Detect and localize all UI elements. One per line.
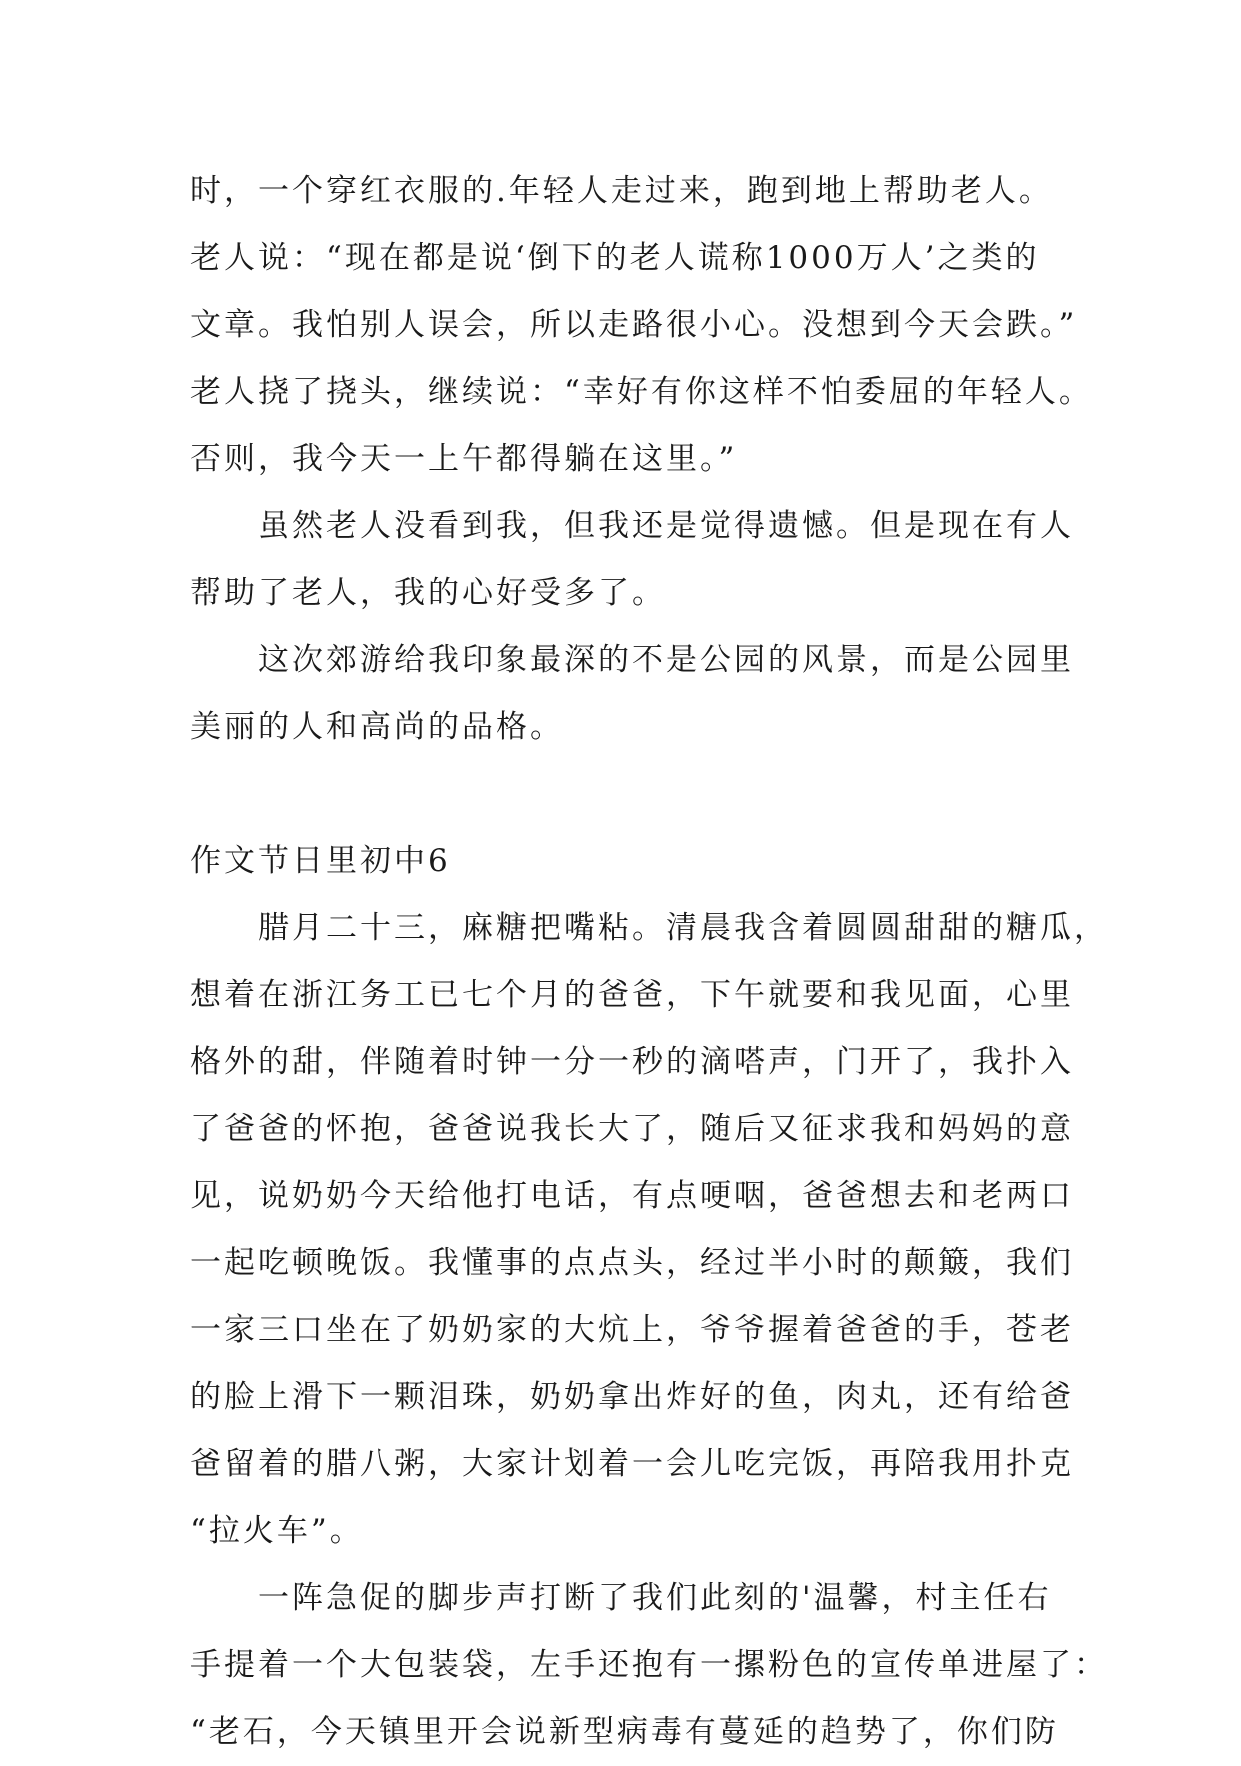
text-line: 文章。我怕别人误会，所以走路很小心。没想到今天会跌。” [190, 307, 1078, 343]
text-line: 手提着一个大包装袋，左手还抱有一摞粉色的宣传单进屋了： [190, 1647, 1108, 1683]
section-heading: 作文节日里初中6 [190, 843, 451, 879]
text-line: 一起吃顿晚饭。我懂事的点点头，经过半小时的颠簸，我们 [190, 1245, 1074, 1281]
text-line: 格外的甜，伴随着时钟一分一秒的滴嗒声，门开了，我扑入 [190, 1044, 1074, 1080]
text-line: “拉火车”。 [190, 1513, 364, 1549]
text-line: 这次郊游给我印象最深的不是公园的风景，而是公园里 [258, 642, 1074, 678]
text-line: 一阵急促的脚步声打断了我们此刻的'温馨，村主任右 [258, 1580, 1052, 1616]
paragraph-gap [190, 761, 1065, 828]
text-line: 美丽的人和高尚的品格。 [190, 709, 564, 745]
text-line: 想着在浙江务工已七个月的爸爸，下午就要和我见面，心里 [190, 977, 1074, 1013]
text-line: 老人说：“现在都是说‘倒下的老人谎称1000万人’之类的 [190, 240, 1040, 276]
text-line: 虽然老人没看到我，但我还是觉得遗憾。但是现在有人 [258, 508, 1074, 544]
text-line: 时，一个穿红衣服的.年轻人走过来，跑到地上帮助老人。 [190, 173, 1053, 209]
text-line: 老人挠了挠头，继续说：“幸好有你这样不怕委屈的年轻人。 [190, 374, 1093, 410]
text-line: 的脸上滑下一颗泪珠，奶奶拿出炸好的鱼，肉丸，还有给爸 [190, 1379, 1074, 1415]
text-line: 爸留着的腊八粥，大家计划着一会儿吃完饭，再陪我用扑克 [190, 1446, 1074, 1482]
document-body [190, 158, 1108, 1766]
text-line: “老石，今天镇里开会说新型病毒有蔓延的趋势了，你们防 [190, 1714, 1059, 1750]
text-line: 腊月二十三，麻糖把嘴粘。清晨我含着圆圆甜甜的糖瓜， [258, 910, 1108, 946]
text-line: 否则，我今天一上午都得躺在这里。” [190, 441, 738, 477]
text-line: 了爸爸的怀抱，爸爸说我长大了，随后又征求我和妈妈的意 [190, 1111, 1074, 1147]
text-line: 帮助了老人，我的心好受多了。 [190, 575, 666, 611]
text-line: 见，说奶奶今天给他打电话，有点哽咽，爸爸想去和老两口 [190, 1178, 1074, 1214]
text-line: 一家三口坐在了奶奶家的大炕上，爷爷握着爸爸的手，苍老 [190, 1312, 1074, 1348]
